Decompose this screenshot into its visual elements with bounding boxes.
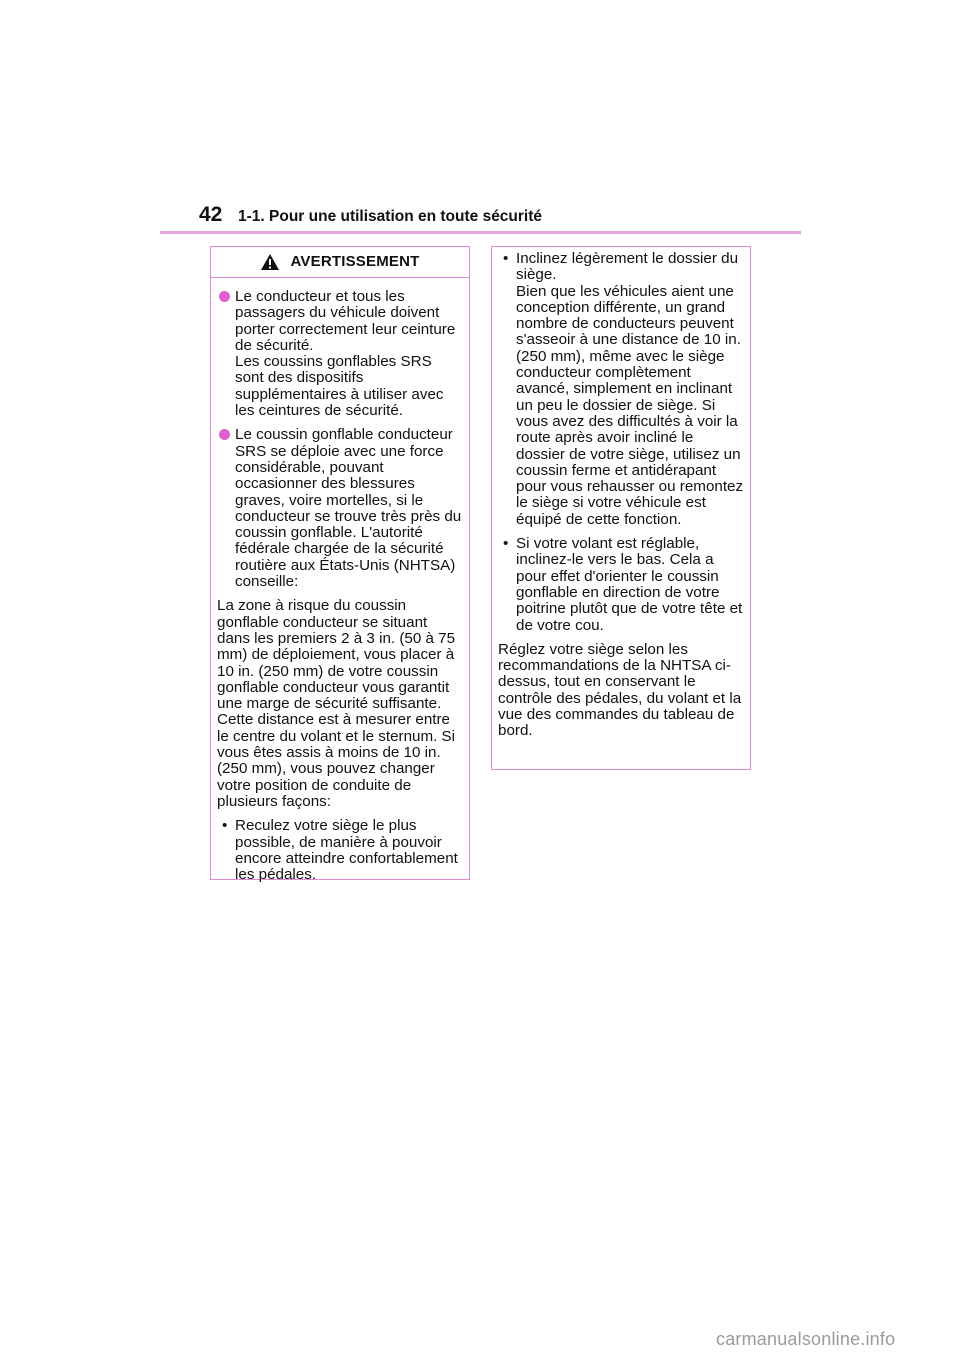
warning-title: AVERTISSEMENT — [290, 252, 420, 270]
page-number: 42 — [199, 203, 223, 226]
header-rule — [160, 231, 801, 234]
list-item — [498, 251, 744, 528]
watermark: carmanualsonline.info — [716, 1329, 896, 1349]
list-item — [217, 289, 463, 419]
bullet-title: Inclinez légèrement le dossier du siège. — [516, 250, 739, 284]
bullet-text: Si votre volant est réglable, inclinez-le vers le bas. Cela a pour effet d'orienter le coussin gonflable en direction de votre poitrine plutôt que de votre tête et de votre cou. — [516, 535, 743, 634]
section-title: 1-1. Pour une utilisation en toute sécurité — [238, 208, 543, 225]
warning-item-extra: Les coussins gonflables SRS sont des dispositifs supplémentaires à utiliser avec les ceintures de sécurité. — [235, 353, 444, 420]
list-item — [498, 536, 744, 634]
bullet-dot-icon — [219, 429, 230, 440]
warning-item-text: Le coussin gonflable conducteur SRS se déploie avec une force considérable, pouvant occasionner des blessures graves, voire mortelles, si le conducteur se trouve très près du coussin gonflable. L'autorité fédérale chargée de la sécurité routière aux États-Unis (NHTSA) conseille: — [235, 426, 462, 591]
bullet-dot-icon — [219, 291, 230, 302]
bullet-text: Bien que les véhicules aient une conception différente, un grand nombre de conducteurs peuvent s'asseoir à une distance de 10 in. (250 mm), même avec le siège conducteur complètement avancé, simplement en inclinant un peu le dossier de siège. Si vous avez des difficultés à voir la route après avoir incliné le dossier de votre siège, utilisez un coussin ferme et antidérapant pour vous rehausser ou remontez le siège si votre véhicule est équipé de cette fonction. — [516, 282, 744, 528]
bullet-text: Reculez votre siège le plus possible, de manière à pouvoir encore atteindre confortablement les pédales. — [235, 817, 458, 884]
warning-triangle-icon — [260, 253, 280, 271]
list-item — [217, 427, 463, 590]
warning-box — [210, 246, 470, 884]
list-item — [217, 818, 463, 883]
bullet-symbol: • — [503, 250, 509, 267]
warning-item-text: Le conducteur et tous les passagers du véhicule doivent porter correctement leur ceinture de sécurité. — [235, 288, 456, 354]
bullet-symbol: • — [222, 817, 228, 835]
continued-warning-box — [491, 246, 751, 770]
warning-header — [211, 247, 469, 278]
warning-paragraph: La zone à risque du coussin gonflable conducteur se situant dans les premiers 2 à 3 in. (50 à 75 mm) de déploiement, vous placer à 10 in. (250 mm) de votre coussin gonflable conducteur vous garantit une marge de sécurité suffisante. Cette distance est à mesurer entre le centre du volant et le sternum. Si vous êtes assis à moins de 10 in. (250 mm), vous pouvez changer votre position de conduite de plusieurs façons: — [217, 597, 456, 810]
closing-paragraph: Réglez votre siège selon les recommandations de la NHTSA ci-dessus, tout en conservant le contrôle des pédales, du volant et la vue des commandes du tableau de bord. — [498, 640, 742, 740]
bullet-symbol: • — [503, 535, 509, 553]
